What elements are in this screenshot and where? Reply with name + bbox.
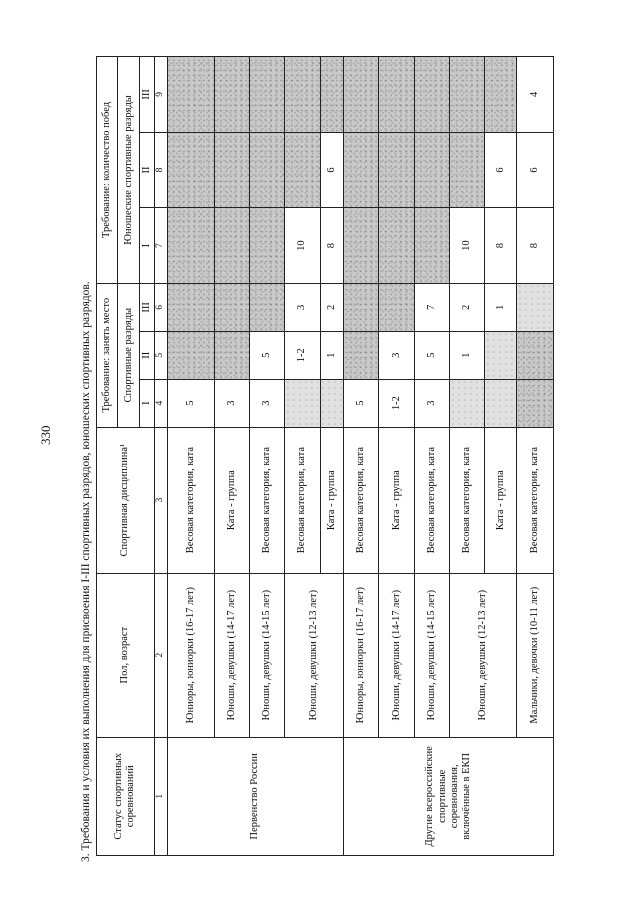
value-cell — [285, 57, 320, 133]
value-cell: 1 — [485, 283, 517, 331]
discipline-cell: Весовая категория, ката — [517, 427, 554, 573]
col-number: 9 — [154, 57, 167, 133]
value-cell — [485, 379, 517, 427]
table-row — [517, 57, 554, 856]
gender-age-cell: Юноши, девушки (14-15 лет) — [414, 573, 449, 737]
col-number: 2 — [154, 573, 167, 737]
gender-age-cell: Юноши, девушки (14-15 лет) — [249, 573, 284, 737]
col-number: 7 — [154, 208, 167, 284]
gender-age-cell: Юноши, девушки (14-17 лет) — [214, 573, 249, 737]
gender-age-cell: Юноши, девушки (12-13 лет) — [285, 573, 344, 737]
table-row — [249, 57, 284, 856]
value-cell: 3 — [249, 379, 284, 427]
discipline-cell: Весовая категория, ката — [344, 427, 379, 573]
value-cell — [249, 132, 284, 208]
value-cell — [214, 57, 249, 133]
value-cell — [167, 57, 214, 133]
col-number: 8 — [154, 132, 167, 208]
table-row — [414, 57, 449, 856]
value-cell — [344, 132, 379, 208]
value-cell — [214, 331, 249, 379]
header-sport-ranks: Спортивные разряды — [118, 283, 139, 427]
header-rank-1: I — [139, 379, 154, 427]
table-row — [344, 57, 379, 856]
value-cell — [379, 57, 414, 133]
discipline-cell: Весовая категория, ката — [450, 427, 485, 573]
value-cell — [517, 379, 554, 427]
header-rank-2: II — [139, 331, 154, 379]
header-youth-rank-1: I — [139, 208, 154, 284]
value-cell — [285, 379, 320, 427]
value-cell: 1-2 — [285, 331, 320, 379]
value-cell — [320, 379, 344, 427]
header-status: Статус спортивных соревнований — [97, 737, 155, 855]
value-cell — [379, 132, 414, 208]
value-cell — [249, 57, 284, 133]
value-cell: 2 — [320, 283, 344, 331]
discipline-cell: Весовая категория, ката — [285, 427, 320, 573]
value-cell — [167, 132, 214, 208]
table-row — [214, 57, 249, 856]
value-cell: 1 — [320, 331, 344, 379]
header-place-requirement: Требование: занять место — [97, 283, 118, 427]
value-cell — [379, 283, 414, 331]
value-cell: 2 — [450, 283, 485, 331]
col-number: 3 — [154, 427, 167, 573]
discipline-cell: Ката - группа — [379, 427, 414, 573]
value-cell — [320, 57, 344, 133]
value-cell — [485, 331, 517, 379]
header-youth-rank-2: II — [139, 132, 154, 208]
value-cell — [414, 208, 449, 284]
value-cell — [450, 379, 485, 427]
value-cell — [450, 132, 485, 208]
value-cell: 5 — [414, 331, 449, 379]
table-row — [167, 57, 214, 856]
value-cell — [414, 57, 449, 133]
value-cell: 7 — [414, 283, 449, 331]
header-wins-requirement: Требование: количество побед — [97, 57, 118, 284]
table-row — [450, 57, 485, 856]
value-cell: 1-2 — [379, 379, 414, 427]
value-cell — [517, 283, 554, 331]
value-cell — [214, 283, 249, 331]
gender-age-cell: Юниоры, юниорки (16-17 лет) — [167, 573, 214, 737]
value-cell — [414, 132, 449, 208]
header-gender-age: Пол, возраст — [97, 573, 155, 737]
discipline-cell: Весовая категория, ката — [249, 427, 284, 573]
value-cell: 6 — [485, 132, 517, 208]
value-cell — [344, 57, 379, 133]
gender-age-cell: Юноши, девушки (14-17 лет) — [379, 573, 414, 737]
value-cell — [285, 132, 320, 208]
section-caption: 3. Требования и условия их выполнения для присвоения I-III спортивных разрядов, юношеских спортивных разрядов. — [80, 281, 92, 862]
value-cell — [344, 208, 379, 284]
header-youth-ranks: Юношеские спортивные разряды — [118, 57, 139, 284]
value-cell — [167, 283, 214, 331]
value-cell — [249, 283, 284, 331]
col-number: 5 — [154, 331, 167, 379]
status-cell: Первенство России — [167, 737, 344, 855]
col-number: 4 — [154, 379, 167, 427]
value-cell: 6 — [517, 132, 554, 208]
column-number-row — [154, 57, 167, 856]
value-cell — [379, 208, 414, 284]
discipline-cell: Ката - группа — [485, 427, 517, 573]
value-cell — [344, 283, 379, 331]
value-cell: 5 — [167, 379, 214, 427]
rotated-table-container — [96, 56, 554, 856]
value-cell: 8 — [485, 208, 517, 284]
discipline-cell: Ката - группа — [214, 427, 249, 573]
value-cell: 3 — [214, 379, 249, 427]
gender-age-cell: Юниоры, юниорки (16-17 лет) — [344, 573, 379, 737]
value-cell: 6 — [320, 132, 344, 208]
discipline-cell: Весовая категория, ката — [414, 427, 449, 573]
gender-age-cell: Юноши, девушки (12-13 лет) — [450, 573, 517, 737]
col-number: 6 — [154, 283, 167, 331]
status-cell: Другие всероссийские спортивные соревнования, включённые в ЕКП — [344, 737, 554, 855]
gender-age-cell: Мальчики, девочки (10-11 лет) — [517, 573, 554, 737]
header-discipline: Спортивная дисциплина¹ — [97, 427, 155, 573]
value-cell: 10 — [450, 208, 485, 284]
value-cell — [485, 57, 517, 133]
table-row — [379, 57, 414, 856]
value-cell: 3 — [285, 283, 320, 331]
discipline-cell: Весовая категория, ката — [167, 427, 214, 573]
rank-requirements-table — [96, 56, 554, 856]
header-youth-rank-3: III — [139, 57, 154, 133]
value-cell — [344, 331, 379, 379]
value-cell: 8 — [517, 208, 554, 284]
value-cell — [214, 208, 249, 284]
value-cell: 5 — [249, 331, 284, 379]
discipline-cell: Ката - группа — [320, 427, 344, 573]
value-cell — [167, 331, 214, 379]
table-row — [285, 57, 320, 856]
value-cell — [517, 331, 554, 379]
col-number: 1 — [154, 737, 167, 855]
value-cell: 3 — [414, 379, 449, 427]
value-cell: 1 — [450, 331, 485, 379]
value-cell — [249, 208, 284, 284]
value-cell — [167, 208, 214, 284]
value-cell — [450, 57, 485, 133]
value-cell: 3 — [379, 331, 414, 379]
value-cell: 10 — [285, 208, 320, 284]
value-cell: 8 — [320, 208, 344, 284]
header-rank-3: III — [139, 283, 154, 331]
value-cell: 4 — [517, 57, 554, 133]
page-number: 330 — [38, 425, 53, 445]
value-cell: 5 — [344, 379, 379, 427]
value-cell — [214, 132, 249, 208]
